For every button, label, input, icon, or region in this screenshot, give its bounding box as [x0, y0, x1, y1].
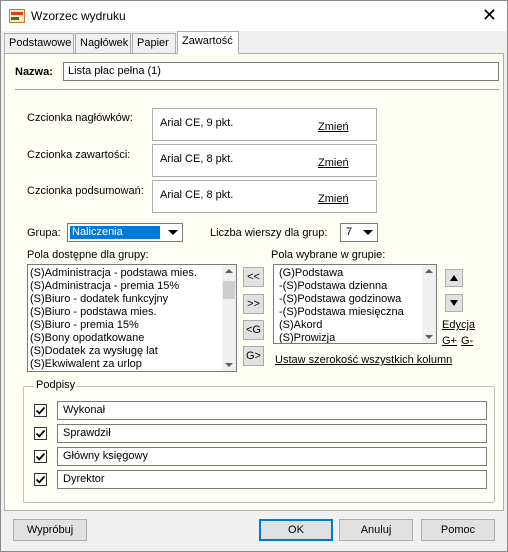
scroll-down-icon[interactable] — [225, 363, 233, 367]
selected-fields-label: Pola wybrane w grupie: — [271, 249, 386, 261]
signature-checkbox-4[interactable] — [34, 473, 47, 486]
signature-checkbox-2[interactable] — [34, 427, 47, 440]
group-selected-value: Naliczenia — [70, 226, 160, 239]
signature-input-1[interactable]: Wykonał — [57, 401, 487, 420]
signature-input-3[interactable]: Główny księgowy — [57, 447, 487, 466]
signature-input-2[interactable]: Sprawdził — [57, 424, 487, 443]
separator — [15, 89, 499, 91]
scroll-up-icon[interactable] — [425, 269, 433, 273]
available-fields-list[interactable] — [27, 264, 237, 372]
chevron-down-icon[interactable] — [363, 230, 373, 235]
check-icon — [35, 405, 46, 416]
group-select[interactable] — [67, 223, 183, 242]
list-item[interactable]: (S)Administracja - premia 15% — [30, 280, 180, 292]
font-headers-box — [152, 108, 377, 141]
name-input[interactable]: Lista płac pełna (1) — [63, 62, 499, 81]
list-item[interactable]: (S)Biuro - dodatek funkcyjny — [30, 293, 169, 305]
font-headers-label: Czcionka nagłówków: — [27, 112, 133, 124]
preview-button[interactable]: Wypróbuj — [13, 519, 87, 541]
check-icon — [35, 428, 46, 439]
name-label: Nazwa: — [15, 66, 53, 78]
arrow-down-icon — [450, 300, 458, 306]
window-title: Wzorzec wydruku — [31, 9, 126, 23]
tab-naglowek[interactable]: Nagłówek — [75, 33, 131, 53]
list-item[interactable]: (S)Administracja - podstawa mies. — [30, 267, 197, 279]
list-item[interactable]: -(S)Podstawa godzinowa — [279, 293, 402, 305]
group-plus-link[interactable]: G+ — [442, 335, 457, 347]
move-down-button[interactable] — [445, 294, 463, 312]
signature-checkbox-3[interactable] — [34, 450, 47, 463]
font-summary-label: Czcionka podsumowań: — [27, 185, 144, 197]
group-minus-link[interactable]: G- — [461, 335, 474, 347]
font-content-change-button[interactable]: Zmień — [318, 157, 349, 169]
rows-per-group-select[interactable] — [340, 223, 378, 242]
signature-input-4[interactable]: Dyrektor — [57, 470, 487, 489]
group-label: Grupa: — [27, 227, 61, 239]
app-logo-icon — [9, 9, 25, 23]
edit-link[interactable]: Edycja — [442, 319, 476, 331]
available-fields-label: Pola dostępne dla grupy: — [27, 249, 149, 261]
cancel-button[interactable]: Anuluj — [339, 519, 413, 541]
title-bar — [1, 1, 507, 31]
remove-all-button[interactable]: << — [243, 267, 264, 287]
signature-checkbox-1[interactable] — [34, 404, 47, 417]
font-content-label: Czcionka zawartości: — [27, 149, 131, 161]
arrow-up-icon — [450, 275, 458, 281]
font-content-box — [152, 144, 377, 177]
scroll-up-icon[interactable] — [225, 269, 233, 273]
available-list-scrollbar[interactable] — [222, 265, 236, 371]
add-group-button[interactable]: <G — [243, 320, 264, 340]
help-button[interactable]: Pomoc — [421, 519, 495, 541]
check-icon — [35, 474, 46, 485]
font-content-value: Arial CE, 8 pkt. — [160, 153, 234, 165]
list-item[interactable]: (S)Dodatek za wysługę lat — [30, 345, 158, 357]
tab-panel-zawartosc — [4, 53, 504, 511]
close-icon[interactable]: ✕ — [481, 5, 497, 25]
move-up-button[interactable] — [445, 269, 463, 287]
list-item[interactable]: (S)Biuro - premia 15% — [30, 319, 139, 331]
font-summary-value: Arial CE, 8 pkt. — [160, 189, 234, 201]
signatures-title: Podpisy — [36, 379, 76, 391]
signatures-group — [23, 379, 495, 503]
rows-per-group-label: Liczba wierszy dla grup: — [210, 227, 328, 239]
chevron-down-icon[interactable] — [168, 230, 178, 235]
list-item[interactable]: (S)Prowizja — [279, 332, 336, 344]
list-item[interactable]: -(S)Podstawa miesięczna — [279, 306, 404, 318]
scroll-thumb[interactable] — [223, 281, 235, 299]
font-summary-box — [152, 180, 377, 213]
check-icon — [35, 451, 46, 462]
tab-podstawowe[interactable]: Podstawowe — [4, 33, 74, 53]
list-item[interactable]: (S)Biuro - podstawa mies. — [30, 306, 157, 318]
font-headers-change-button[interactable]: Zmień — [318, 121, 349, 133]
rows-per-group-value: 7 — [346, 226, 353, 238]
tab-zawartosc[interactable]: Zawartość — [177, 31, 239, 54]
list-item[interactable]: (S)Ekwiwalent za urlop — [30, 358, 142, 370]
font-summary-change-button[interactable]: Zmień — [318, 193, 349, 205]
selected-fields-list[interactable] — [273, 264, 437, 344]
remove-group-button[interactable]: G> — [243, 346, 264, 366]
scroll-down-icon[interactable] — [425, 335, 433, 339]
list-item[interactable]: (S)Akord — [279, 319, 323, 331]
list-item[interactable]: -(S)Podstawa dzienna — [279, 280, 388, 292]
font-headers-value: Arial CE, 9 pkt. — [160, 117, 234, 129]
ok-button[interactable]: OK — [259, 519, 333, 541]
list-item[interactable]: (S)Bony opodatkowane — [30, 332, 145, 344]
list-item[interactable]: (G)Podstawa — [279, 267, 344, 279]
set-column-width-link[interactable]: Ustaw szerokość wszystkich kolumn — [275, 354, 453, 366]
add-all-button[interactable]: >> — [243, 294, 264, 314]
selected-list-scrollbar[interactable] — [422, 265, 436, 343]
tab-papier[interactable]: Papier — [132, 33, 176, 53]
